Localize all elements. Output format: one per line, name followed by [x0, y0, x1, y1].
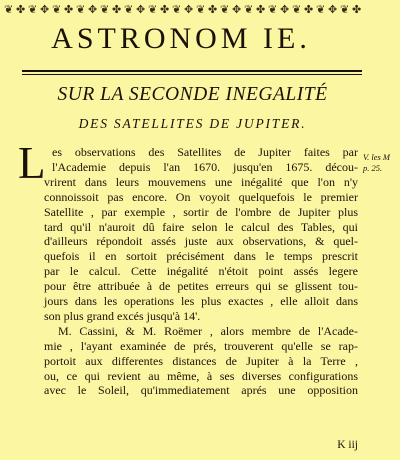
ornament-icon: ✥	[88, 4, 98, 16]
drop-cap: L	[18, 138, 46, 188]
ornament-icon: ❦	[292, 4, 302, 16]
page-signature: K iij	[337, 439, 358, 451]
ornament-icon: ✤	[352, 4, 362, 16]
text-line: par le calcul. Cette inégalité n'étoit point assés legere	[44, 264, 358, 279]
ornament-icon: ❦	[28, 4, 38, 16]
article-title: SUR LA SECONDE INEGALITÉ	[57, 84, 328, 105]
margin-note: p. 25.	[363, 163, 383, 173]
ornament-icon: ✤	[208, 4, 218, 16]
ornament-icon: ❦	[172, 4, 182, 16]
ornament-icon: ❦	[4, 4, 14, 16]
text-line: portoit aux differentes distances de Jupiter à la Terre ,	[44, 353, 358, 368]
text-line: pour être attribuée à de petites erreurs qui se glissent tou-	[44, 279, 358, 294]
text-line: jours dans les operations les plus exactes , elle alloit dans	[44, 294, 358, 308]
text-line: ou, ce qui revient au même, à ses diverses configurations	[44, 368, 358, 383]
text-line: l'Academie depuis l'an 1670. jusqu'en 1675. décou-	[52, 159, 358, 174]
text-line: Satellite , par exemple , sortir de l'ombre de Jupiter plus	[44, 204, 358, 219]
ornament-icon: ❦	[244, 4, 254, 16]
ornament-icon: ❦	[124, 4, 134, 16]
text-line: d'ailleurs répondoit assés juste aux observations, & quel-	[44, 234, 358, 249]
ornament-icon: ❦	[76, 4, 86, 16]
text-line: es observations des Satellites de Jupiter faites par	[52, 145, 358, 159]
ornament-icon: ✥	[184, 4, 194, 16]
ornament-icon: ✤	[112, 4, 122, 16]
header-rule	[22, 70, 362, 72]
ornament-icon: ❦	[316, 4, 326, 16]
header-rule-thin	[22, 74, 362, 75]
ornament-icon: ✥	[280, 4, 290, 16]
ornament-icon: ❦	[268, 4, 278, 16]
ornament-icon: ✤	[16, 4, 26, 16]
text-line: son plus grand excés jusqu'à 14'.	[44, 308, 201, 323]
text-line: connoissoit pas encore. On voyoit quelquefois le premier	[44, 189, 358, 204]
article-subtitle: DES SATELLITES DE JUPITER.	[78, 116, 307, 131]
text-line: quefois il en sortoit précisément dans le temps prescrit	[44, 249, 358, 264]
ornament-icon: ✤	[64, 4, 74, 16]
ornament-icon: ❦	[148, 4, 158, 16]
text-line: M. Cassini, & M. Roëmer , alors membre de l'Acade-	[58, 323, 358, 338]
ornament-icon: ❦	[52, 4, 62, 16]
ornament-icon: ✥	[136, 4, 146, 16]
text-line: vrirent dans leurs mouvemens une inégalité que l'on n'y	[44, 174, 358, 189]
ornament-icon: ❦	[100, 4, 110, 16]
section-title: ASTRONOM IE.	[51, 22, 311, 55]
ornament-icon: ✥	[328, 4, 338, 16]
ornament-icon: ✤	[256, 4, 266, 16]
margin-note: V. les M	[363, 152, 390, 162]
ornament-icon: ✥	[232, 4, 242, 16]
ornament-icon: ✥	[40, 4, 50, 16]
ornament-icon: ❦	[220, 4, 230, 16]
text-line: avec le Soleil, qu'immediatement aprés une opposition	[44, 383, 358, 398]
text-line: tard qu'il n'auroit dû faire selon le calcul des Tables, qui	[44, 219, 358, 234]
ornament-icon: ❦	[196, 4, 206, 16]
ornament-icon: ✤	[160, 4, 170, 16]
ornament-icon: ❦	[340, 4, 350, 16]
text-line: mie , l'ayant examinée de prés, trouverent qu'elle se rap-	[44, 338, 358, 353]
ornament-icon: ✤	[304, 4, 314, 16]
top-ornament-border	[0, 4, 360, 16]
